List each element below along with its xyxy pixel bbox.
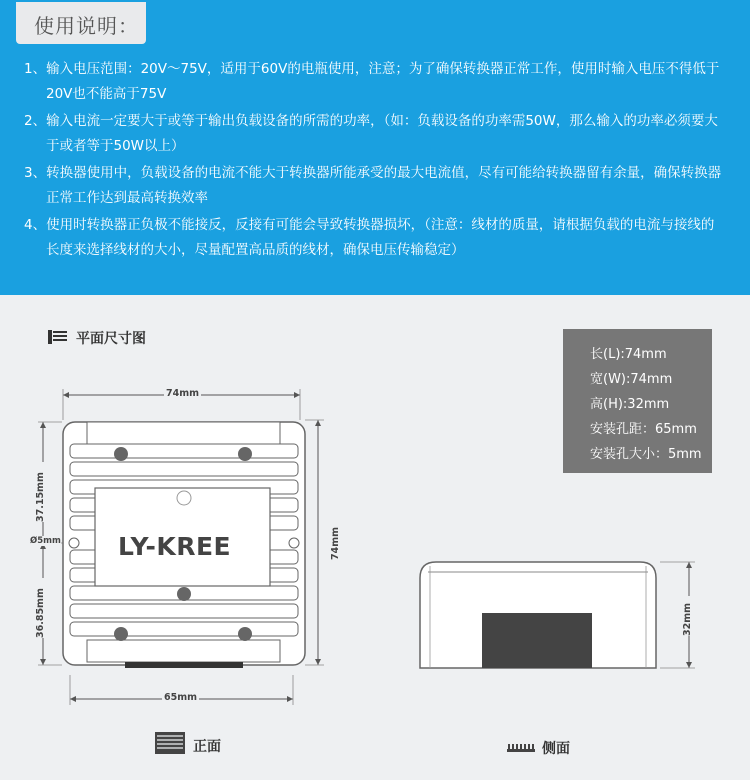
front-view-caption: 正面	[193, 739, 221, 755]
instruction-item: 3、转换器使用中，负载设备的电流不能大于转换器所能承受的最大电流值，尽有可能给转换器留有余量，确保转换器正常工作达到最高转换效率	[24, 165, 722, 206]
left-lower-dim: 36.85mm	[35, 578, 46, 638]
side-height-dim: 32mm	[682, 596, 693, 636]
top-width-dim: 74mm	[166, 388, 200, 399]
bottom-width-dim: 65mm	[164, 692, 198, 703]
spec-hole-size: 安装孔大小：5mm	[590, 447, 702, 462]
hole-dim: Ø5mm	[30, 536, 61, 546]
instructions-title: 使用说明：	[34, 14, 139, 38]
right-height-dim: 74mm	[330, 526, 341, 560]
spec-width: 宽(W):74mm	[590, 372, 673, 387]
side-view-caption: 侧面	[542, 741, 570, 757]
heatsink-side-icon	[507, 742, 535, 752]
instruction-item: 2、输入电流一定要大于或等于输出负载设备的所需的功率，（如：负载设备的功率需50W，那么输入的功率必须要大于或者等于50W以上）	[24, 113, 718, 154]
left-upper-dim: 37.15mm	[35, 462, 46, 522]
instruction-item: 1、输入电压范围：20V～75V，适用于60V的电瓶使用，注意；为了确保转换器正常工作，使用时输入电压不得低于20V也不能高于75V	[24, 61, 720, 102]
spec-hole-distance: 安装孔距：65mm	[590, 422, 697, 437]
brand-label: LY-KREE	[118, 532, 232, 561]
instruction-item: 4、使用时转换器正负极不能接反，反接有可能会导致转换器损坏，（注意：线材的质量，请根据负载的电流与接线的长度来选择线材的大小，尽量配置高品质的线材，确保电压传输稳定）	[24, 217, 715, 258]
plan-view-label: 平面尺寸图	[76, 331, 146, 347]
spec-length: 长(L):74mm	[590, 347, 667, 362]
spec-height: 高(H):32mm	[590, 397, 670, 412]
